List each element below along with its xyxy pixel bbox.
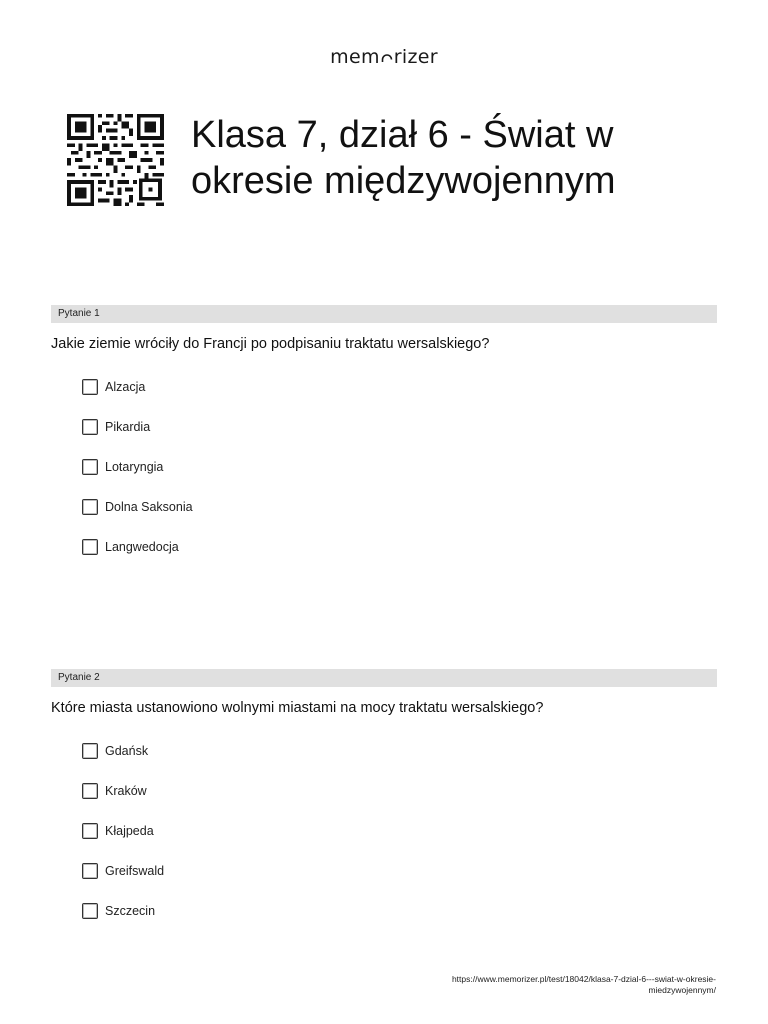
answer-label: Kłajpeda bbox=[105, 824, 154, 838]
answer-option[interactable] bbox=[82, 417, 150, 437]
page-title: Klasa 7, dział 6 - Świat w okresie międzywojennym bbox=[191, 114, 616, 202]
logo-text-right: rizer bbox=[393, 46, 438, 68]
checkbox[interactable] bbox=[82, 499, 98, 515]
checkbox[interactable] bbox=[82, 379, 98, 395]
answer-option[interactable] bbox=[82, 821, 154, 841]
checkbox[interactable] bbox=[82, 823, 98, 839]
checkbox[interactable] bbox=[82, 903, 98, 919]
checkbox[interactable] bbox=[82, 419, 98, 435]
answer-option[interactable] bbox=[82, 537, 179, 557]
answer-label: Alzacja bbox=[105, 380, 146, 394]
logo-o-icon bbox=[381, 52, 393, 64]
answer-label: Lotaryngia bbox=[105, 460, 164, 474]
logo-text-left: mem bbox=[330, 46, 380, 68]
answer-label: Greifswald bbox=[105, 864, 165, 878]
answer-option[interactable] bbox=[82, 741, 148, 761]
answer-label: Langwedocja bbox=[105, 540, 179, 554]
question-text-1: Jakie ziemie wróciły do Francji po podpisaniu traktatu wersalskiego? bbox=[51, 336, 490, 352]
answer-label: Gdańsk bbox=[105, 744, 149, 758]
answer-label: Kraków bbox=[105, 784, 147, 798]
footer-url[interactable]: https://www.memorizer.pl/test/18042/klasa-7-dzial-6---swiat-w-okresie-miedzywojennym/ bbox=[451, 974, 716, 995]
answer-option[interactable] bbox=[82, 781, 147, 801]
answer-option[interactable] bbox=[82, 497, 193, 517]
checkbox[interactable] bbox=[82, 863, 98, 879]
checkbox[interactable] bbox=[82, 783, 98, 799]
question-number-label: Pytanie 2 bbox=[58, 672, 100, 683]
answer-option[interactable] bbox=[82, 901, 155, 921]
answer-option[interactable] bbox=[82, 861, 164, 881]
question-number-label: Pytanie 1 bbox=[58, 308, 100, 319]
checkbox[interactable] bbox=[82, 459, 98, 475]
answer-label: Dolna Saksonia bbox=[105, 500, 193, 514]
question-header-2 bbox=[51, 669, 717, 687]
question-text-2: Które miasta ustanowiono wolnymi miastami na mocy traktatu wersalskiego? bbox=[51, 700, 544, 716]
answer-label: Szczecin bbox=[105, 904, 156, 918]
answer-option[interactable] bbox=[82, 377, 145, 397]
question-header-1 bbox=[51, 305, 717, 323]
checkbox[interactable] bbox=[82, 743, 98, 759]
memorizer-logo bbox=[0, 46, 768, 68]
answer-label: Pikardia bbox=[105, 420, 151, 434]
checkbox[interactable] bbox=[82, 539, 98, 555]
answer-option[interactable] bbox=[82, 457, 163, 477]
qr-code-icon bbox=[67, 114, 164, 206]
